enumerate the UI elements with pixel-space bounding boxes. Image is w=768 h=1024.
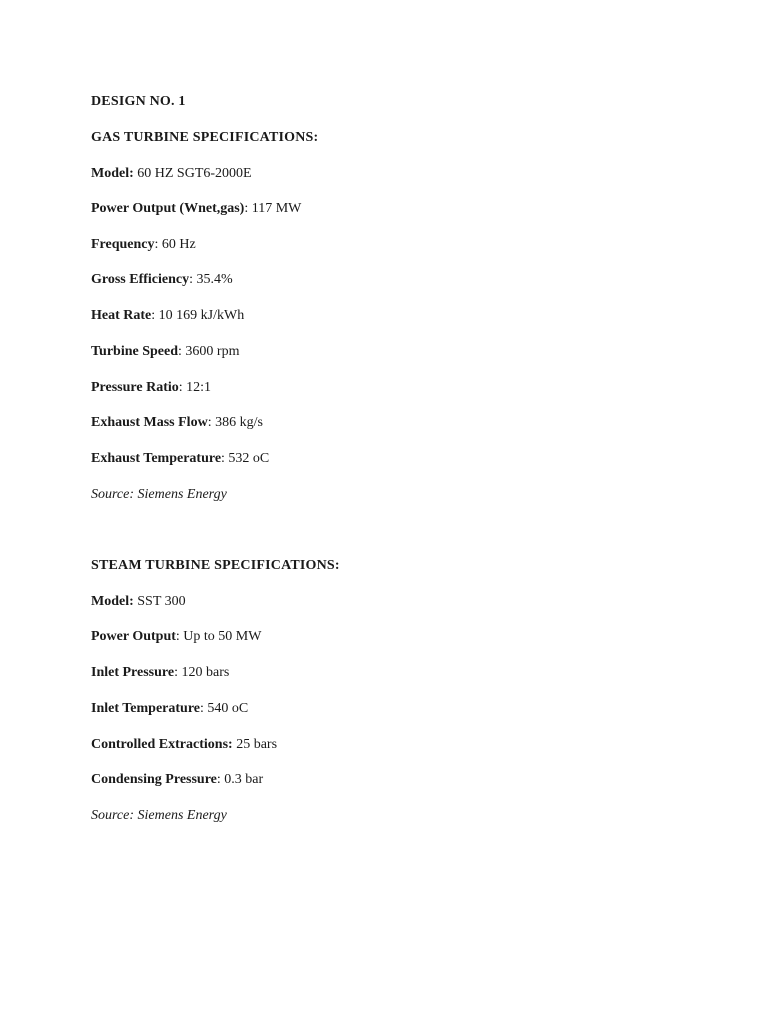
gas-spec-turbine-speed [91, 343, 239, 361]
spec-label: Controlled Extractions: [91, 737, 233, 752]
gas-spec-model [91, 165, 252, 183]
spec-value: : 120 bars [174, 665, 230, 680]
gas-spec-power-output [91, 200, 301, 218]
steam-spec-power-output [91, 628, 261, 646]
gas-turbine-source: Source: Siemens Energy [91, 487, 227, 502]
gas-spec-exhaust-temperature [91, 450, 269, 468]
steam-turbine-source: Source: Siemens Energy [91, 808, 227, 823]
spec-label: Turbine Speed [91, 344, 179, 359]
spec-value: SST 300 [133, 594, 186, 609]
spec-value: : 532 oC [221, 451, 270, 466]
spec-label: Pressure Ratio [91, 380, 179, 395]
steam-spec-inlet-temperature [91, 700, 248, 718]
steam-spec-controlled-extractions [91, 736, 277, 754]
spec-value: : 540 oC [200, 701, 249, 716]
steam-spec-inlet-pressure [91, 664, 229, 682]
steam-spec-condensing-pressure [91, 771, 263, 789]
gas-spec-heat-rate [91, 307, 244, 325]
spec-label: Inlet Pressure [91, 665, 175, 680]
spec-label: Exhaust Temperature [91, 451, 222, 466]
spec-value: : 386 kg/s [207, 415, 263, 430]
spec-label: Condensing Pressure [91, 772, 217, 787]
spec-label: Power Output [91, 629, 176, 644]
spec-label: Exhaust Mass Flow [91, 415, 208, 430]
gas-spec-frequency [91, 236, 196, 254]
spec-value: : 60 Hz [154, 237, 196, 252]
spec-value: 25 bars [232, 737, 278, 752]
gas-spec-gross-efficiency [91, 271, 233, 289]
spec-label: Gross Efficiency [91, 272, 190, 287]
spec-label: Frequency [91, 237, 155, 252]
spec-label: Model: [91, 594, 134, 609]
steam-spec-model [91, 593, 186, 611]
spec-value: : 3600 rpm [178, 344, 240, 359]
spec-label: Model: [91, 166, 134, 181]
gas-spec-exhaust-mass-flow [91, 414, 263, 432]
spec-value: : 117 MW [244, 201, 302, 216]
spec-value: : 0.3 bar [216, 772, 264, 787]
gas-spec-pressure-ratio [91, 379, 211, 397]
steam-turbine-heading: STEAM TURBINE SPECIFICATIONS: [91, 558, 340, 573]
design-title: DESIGN NO. 1 [91, 94, 186, 109]
spec-label: Inlet Temperature [91, 701, 201, 716]
gas-turbine-heading: GAS TURBINE SPECIFICATIONS: [91, 130, 319, 145]
spec-value: : Up to 50 MW [175, 629, 262, 644]
spec-value: 60 HZ SGT6-2000E [133, 166, 252, 181]
spec-label: Heat Rate [91, 308, 152, 323]
spec-value: : 12:1 [178, 380, 212, 395]
spec-value: : 10 169 kJ/kWh [151, 308, 245, 323]
spec-value: : 35.4% [189, 272, 233, 287]
spec-label: Power Output (Wnet,gas) [91, 201, 245, 216]
